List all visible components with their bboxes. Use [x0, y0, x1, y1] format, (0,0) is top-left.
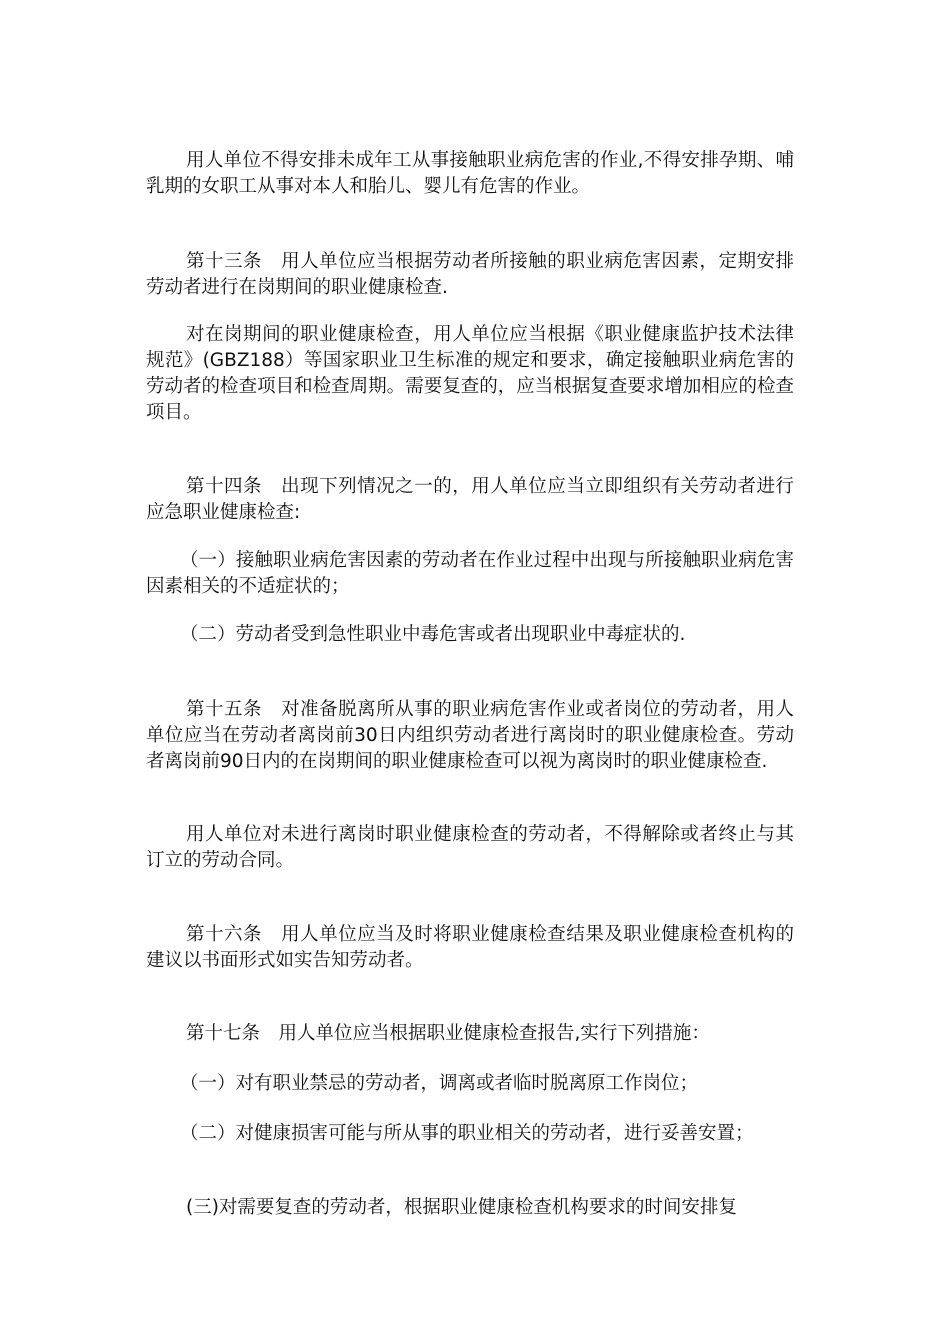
paragraph-article-17: 第十七条 用人单位应当根据职业健康检查报告,实行下列措施：: [186, 1023, 710, 1044]
paragraph-article-14: 第十四条 出现下列情况之一的，用人单位应当立即组织有关劳动者进行应急职业健康检查:: [146, 476, 794, 523]
paragraph-on-duty-exam: 对在岗期间的职业健康检查，用人单位应当根据《职业健康监护技术法律规范》(GBZ188）等国家职业卫生标准的规定和要求，确定接触职业病危害的劳动者的检查项目和检查周期。需要复查的，应当根据复查要求增加相应的检查项目。: [146, 324, 794, 423]
paragraph-item-1-symptoms: （一）接触职业病危害因素的劳动者在作业过程中出现与所接触职业病危害因素相关的不适症状的；: [146, 550, 794, 597]
paragraph-minor-worker-restriction: 用人单位不得安排未成年工从事接触职业病危害的作业,不得安排孕期、哺乳期的女职工从事对本人和胎儿、婴儿有危害的作业。: [146, 150, 794, 197]
paragraph-article-17-item-3: (三)对需要复查的劳动者，根据职业健康检查机构要求的时间安排复: [186, 1197, 737, 1218]
paragraph-article-16: 第十六条 用人单位应当及时将职业健康检查结果及职业健康检查机构的建议以书面形式如实告知劳动者。: [146, 924, 794, 971]
paragraph-contract-termination: 用人单位对未进行离岗时职业健康检查的劳动者，不得解除或者终止与其订立的劳动合同。: [146, 824, 794, 871]
paragraph-article-13: 第十三条 用人单位应当根据劳动者所接触的职业病危害因素，定期安排劳动者进行在岗期间的职业健康检查.: [146, 251, 794, 298]
paragraph-article-17-item-1: （一）对有职业禁忌的劳动者，调离或者临时脱离原工作岗位；: [180, 1073, 699, 1094]
paragraph-article-17-item-2: （二）对健康损害可能与所从事的职业相关的劳动者，进行妥善安置；: [180, 1123, 754, 1144]
paragraph-article-15: 第十五条 对准备脱离所从事的职业病危害作业或者岗位的劳动者，用人单位应当在劳动者离岗前30日内组织劳动者进行离岗时的职业健康检查。劳动者离岗前90日内的在岗期间的职业健康检查可以视为离岗时的职业健康检查.: [146, 699, 794, 772]
paragraph-item-2-poisoning: （二）劳动者受到急性职业中毒危害或者出现职业中毒症状的.: [180, 624, 686, 645]
